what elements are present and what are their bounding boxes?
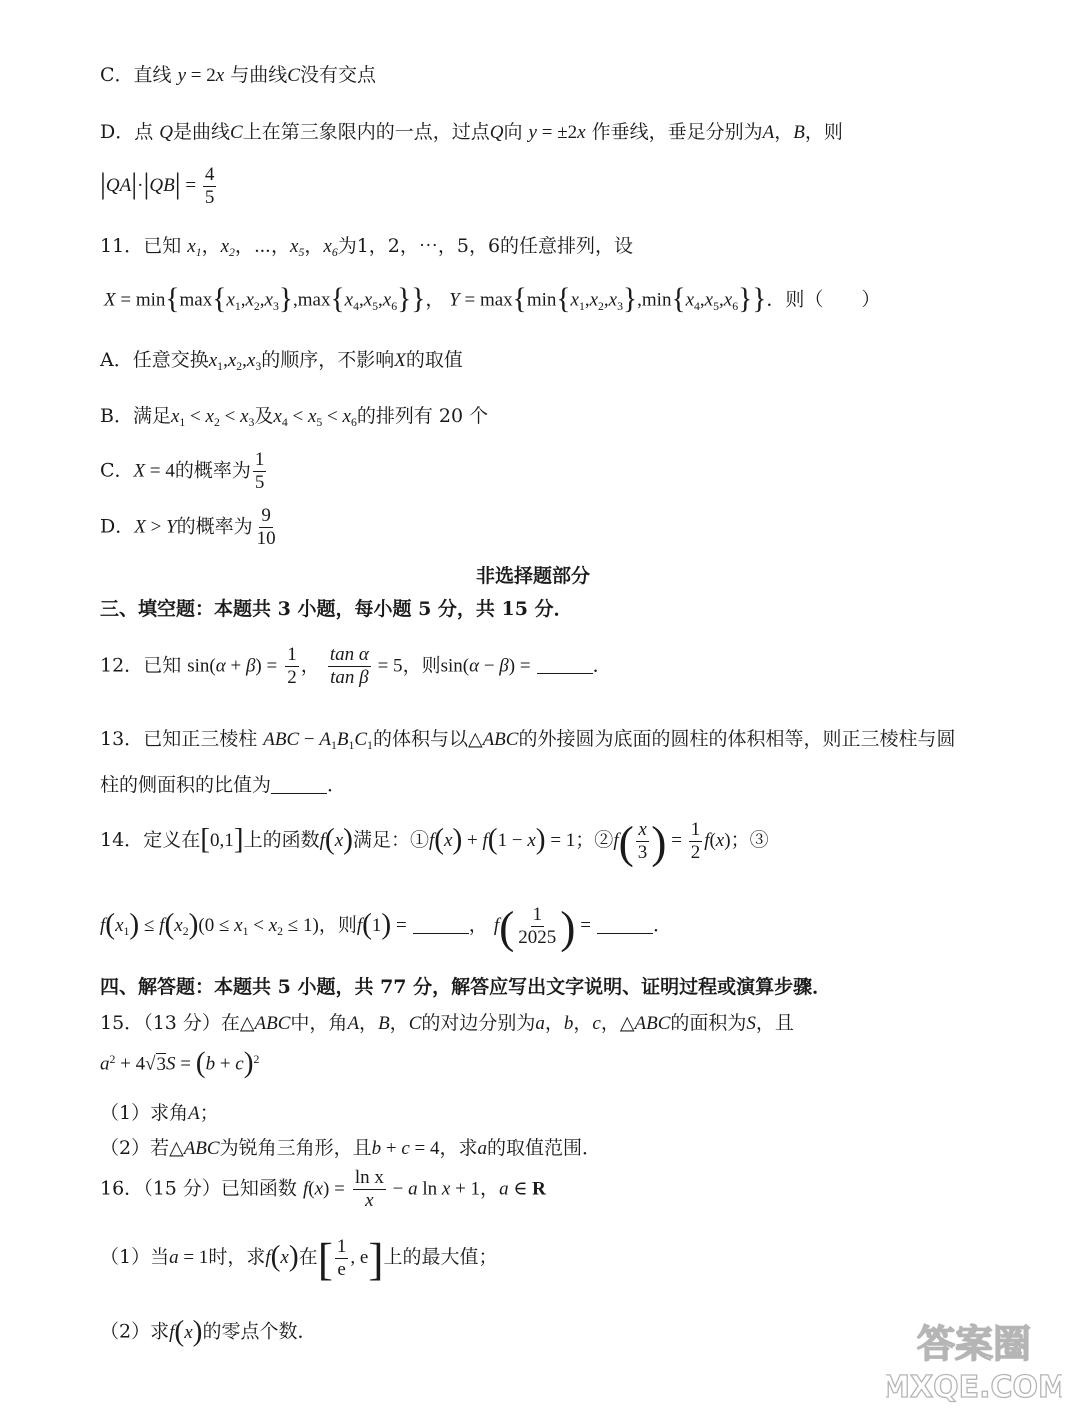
watermark-graphic <box>886 1319 1062 1405</box>
answer-blank <box>597 914 653 934</box>
fraction: $\frac{1}{e}$ <box>336 1236 347 1280</box>
section3-title: 三、填空题：本题共 3 小题，每小题 5 分，共 15 分． <box>100 598 573 620</box>
fraction: $\frac{4}{5}$ <box>204 164 215 208</box>
q11-stem: 11．已知 $x_1$，$x_2$，⋯，$x_5$，$x_6$为1，2，⋯，5，6的任意排列，设 <box>100 235 634 260</box>
q15-part2: （2）若△ABC为锐角三角形，且b + c = 4，求a的取值范围． <box>100 1137 602 1159</box>
answer-blank <box>413 914 469 934</box>
fraction: $\frac{\text{tan α}}{\text{tan β}}$ <box>329 644 369 688</box>
q11-option-a: A．任意交换$x_1,x_2,x_3$的顺序，不影响X的取值 <box>100 349 463 374</box>
fraction: $\frac{\text{ln x}}{x}$ <box>354 1167 384 1211</box>
q11-definition: $X = \min\{\max\{x_1,x_2,x_3\},\max\{x_4,x_5,x_6\}\}$， $Y = \max\{\min\{x_1,x_2,x_3\},\min\{x_4,x_5,x_6\}\}$．则（ ） <box>104 283 881 315</box>
section-nonchoice-title: 非选择题部分 <box>476 565 591 587</box>
watermark-line1: 答案圈 <box>916 1322 1032 1366</box>
q16-part1: （1）当a = 1时，求f(x)在[ $\frac{1}{e}$ , e]上的最大值； <box>100 1233 498 1285</box>
q11-option-d: D．X > Y的概率为 $\frac{9}{10}$ <box>100 505 276 549</box>
q11-option-c: C．X = 4的概率为 $\frac{1}{5}$ <box>100 449 265 493</box>
q11-option-b: B．满足$x_1 < x_2 < x_3$及$x_4 < x_5 < x_6$的排列有 20 个 <box>100 405 489 430</box>
q16-part2: （2）求f(x)的零点个数． <box>100 1315 317 1347</box>
watermark-line2: MXQE.COM <box>886 1370 1062 1405</box>
watermark-logo <box>886 1319 1062 1405</box>
answer-blank <box>271 774 327 794</box>
section4-title: 四、解答题：本题共 5 小题，共 77 分，解答应写出文字说明、证明过程或演算步骤． <box>100 976 832 998</box>
q10-option-d-formula: |QA|·|QB| = $\frac{4}{5}$ <box>100 164 215 208</box>
fraction: $\frac{1}{5}$ <box>254 449 265 493</box>
q15-part1: （1）求角A； <box>100 1102 219 1124</box>
fraction: $\frac{1}{2}$ <box>287 644 297 688</box>
q14-line1: 14．定义在[0,1]上的函数f(x)满足：①f(x) + f(1 − x) = 1；②f( $\frac{x}{3}$ ) = $\frac{1}{2}$ f(x)；③ <box>100 816 769 868</box>
q15-stem: 15．（13 分）在△ABC中，角A，B，C的对边分别为a，b，c，△ABC的面积为S，且 <box>100 1012 794 1034</box>
q13-line2: 柱的侧面积的比值为 ． <box>100 774 347 796</box>
q10-option-d: D．点 Q是曲线C上在第三象限内的一点，过点Q向 y = ±2x 作垂线，垂足分别为A，B，则 <box>100 121 843 143</box>
fraction: $\frac{1}{2}$ <box>690 819 701 863</box>
q16-stem: 16．（15 分）已知函数 f(x) = $\frac{\text{ln x}}{x}$ − a ln x + 1，a ∈ R <box>100 1167 546 1211</box>
q14-line2: $f(x_1) \le f(x_2)(0 \le x_1 < x_2 \le 1)$，则f(1) = ， f( $\frac{1}{2025}$ ) = ． <box>100 901 672 953</box>
q12: 12．已知 sin(α + β) = $\frac{1}{2}$ ， $\frac{\text{tan α}}{\text{tan β}}$ = 5，则sin(α − β) = ． <box>100 644 612 688</box>
q15-formula: $a^2 + 4√3S = (b + c)^2$ <box>100 1047 260 1079</box>
answer-blank <box>537 654 593 674</box>
fraction: $\frac{9}{10}$ <box>256 505 276 549</box>
fraction: $\frac{x}{3}$ <box>637 819 648 863</box>
q10-option-c: C．直线 y = 2x 与曲线C没有交点 <box>100 64 376 86</box>
q13-line1: 13．已知正三棱柱 ABC − $A_1B_1C_1$的体积与以△ABC的外接圆为底面的圆柱的体积相等，则正三棱柱与圆 <box>100 728 956 753</box>
fraction: $\frac{1}{2025}$ <box>518 904 557 948</box>
